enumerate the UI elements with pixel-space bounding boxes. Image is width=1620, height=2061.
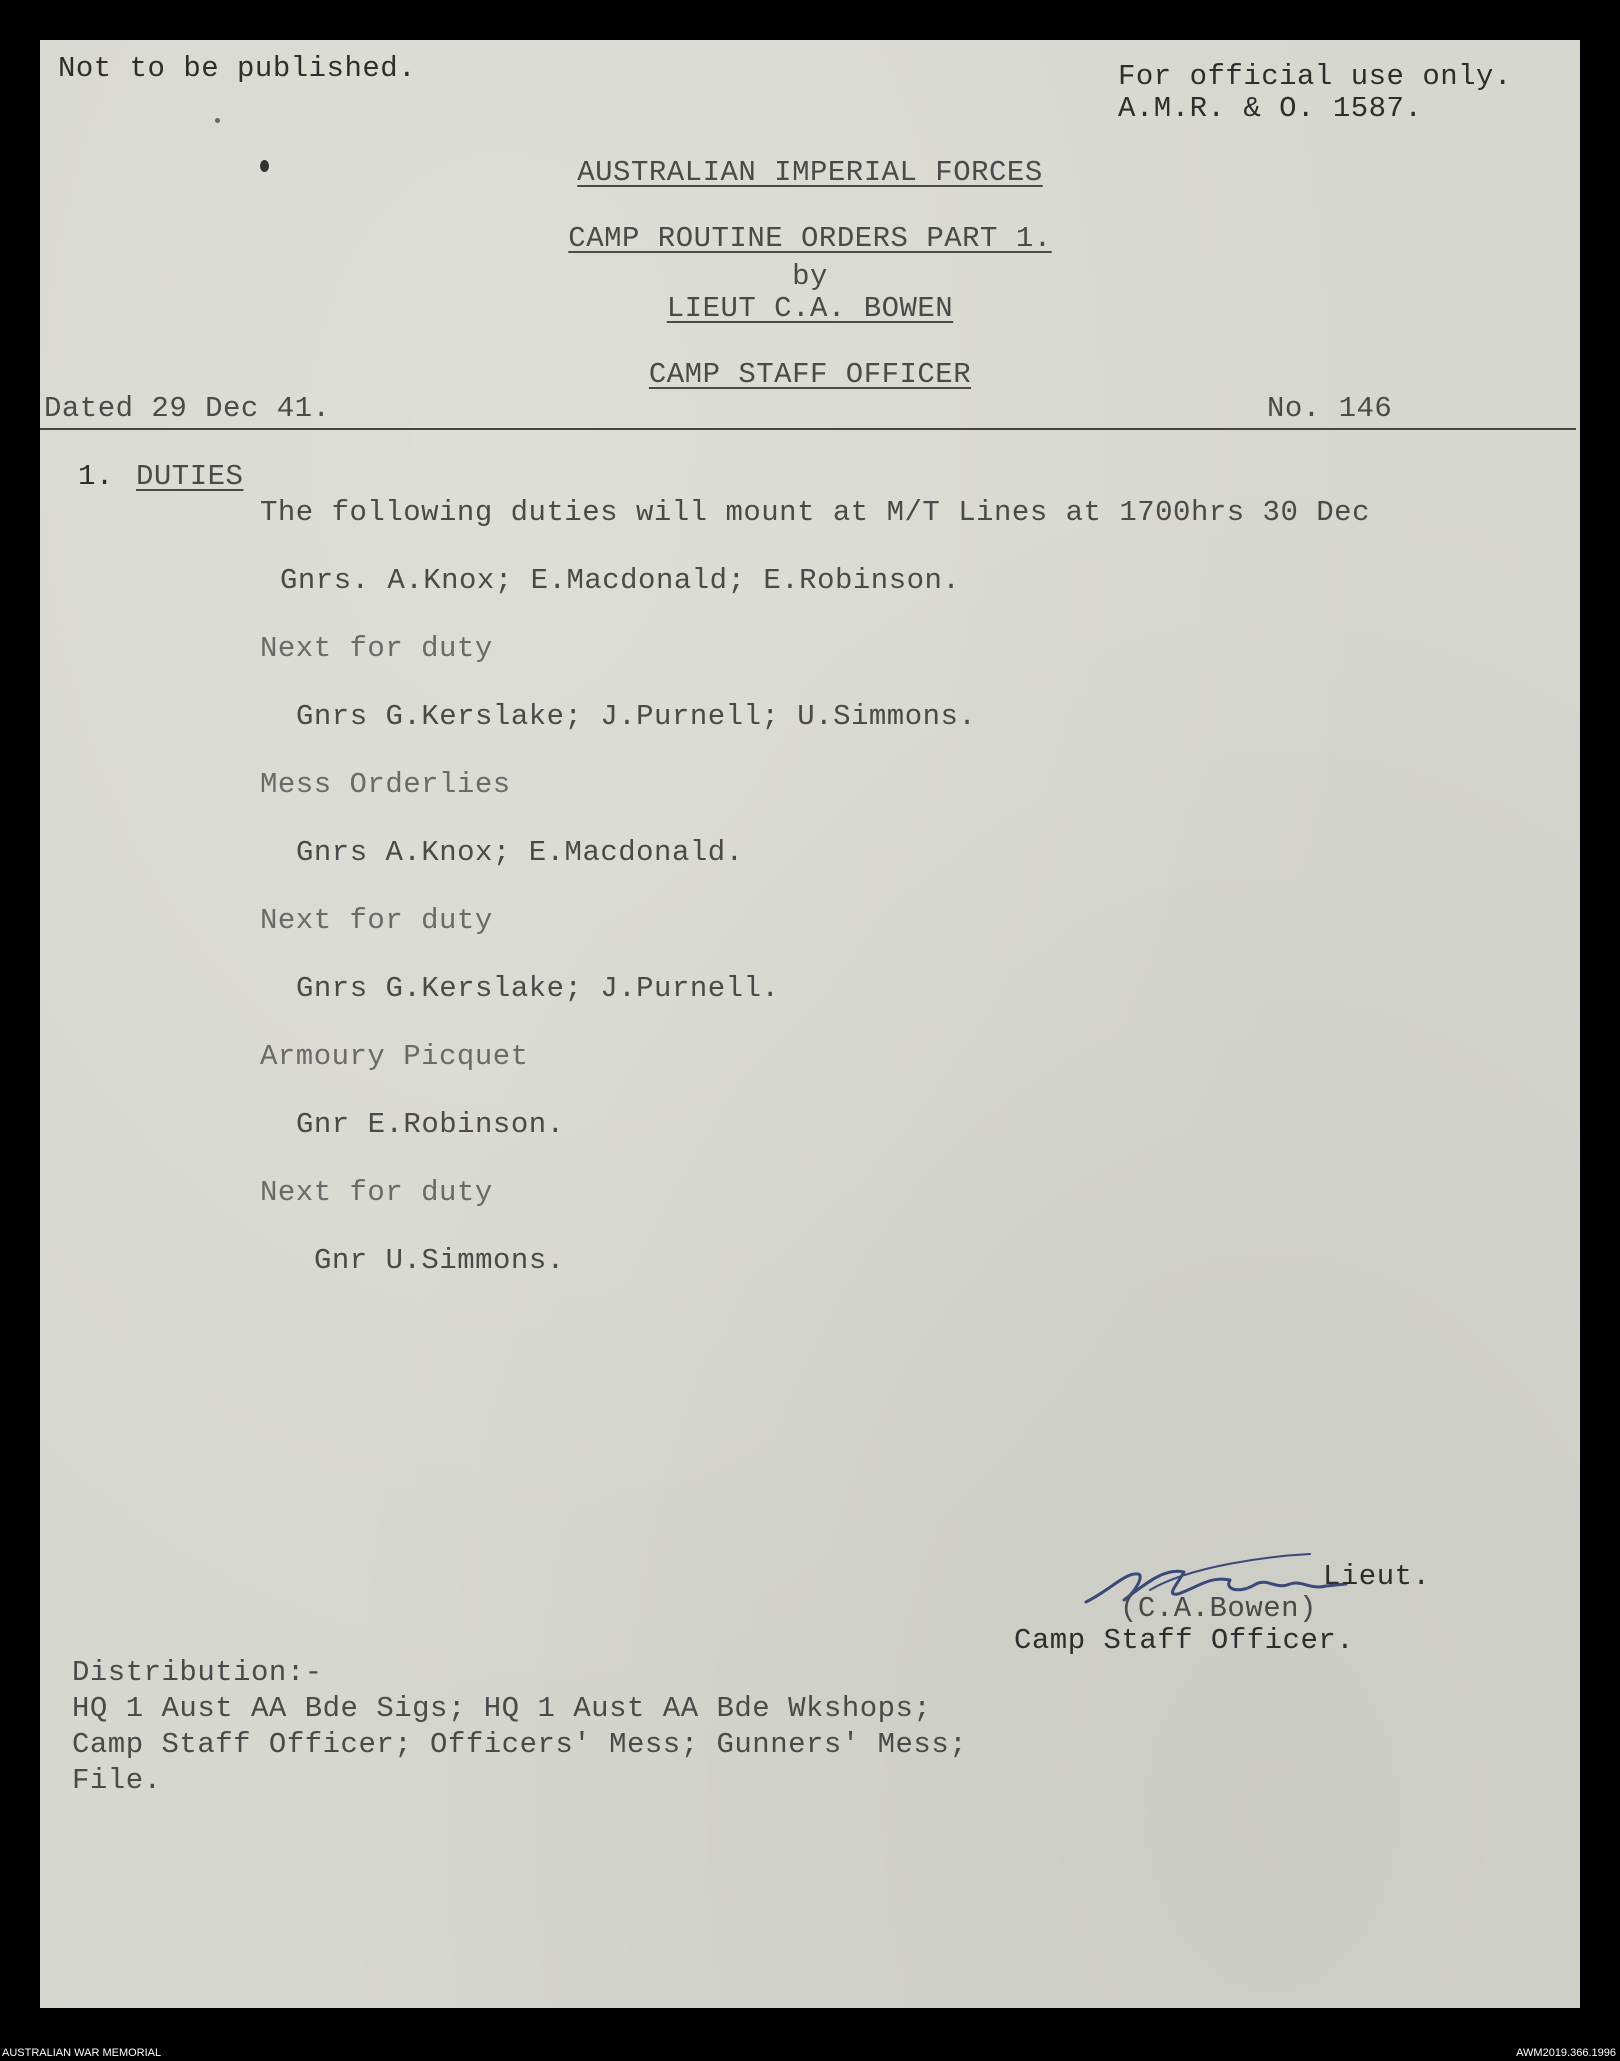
distribution-line: Camp Staff Officer; Officers' Mess; Gunners' Mess; <box>72 1728 968 1761</box>
duty-line: Next for duty <box>260 1176 493 1209</box>
section-heading: DUTIES <box>136 460 244 493</box>
ink-speck <box>215 118 220 123</box>
title-line-1: AUSTRALIAN IMPERIAL FORCES <box>577 156 1043 189</box>
duty-line: Gnrs G.Kerslake; J.Purnell. <box>296 972 780 1005</box>
dated-line: Dated 29 Dec 41. <box>44 392 331 425</box>
order-number: No. 146 <box>1267 392 1393 425</box>
title-line-2: CAMP ROUTINE ORDERS PART 1. <box>568 222 1052 255</box>
not-to-be-published: Not to be published. <box>58 52 417 85</box>
section-number: 1. <box>78 460 114 493</box>
header-rule <box>40 428 1576 430</box>
distribution-line: File. <box>72 1764 162 1797</box>
duty-line: Gnrs A.Knox; E.Macdonald. <box>296 836 744 869</box>
title-line-4: LIEUT C.A. BOWEN <box>666 292 954 325</box>
duty-line: Gnr U.Simmons. <box>314 1244 565 1277</box>
duty-line: Gnrs. A.Knox; E.Macdonald; E.Robinson. <box>280 564 961 597</box>
signatory-name: (C.A.Bowen) <box>1120 1592 1317 1625</box>
distribution-heading: Distribution:- <box>72 1656 323 1689</box>
signatory-rank: Lieut. <box>1323 1560 1431 1593</box>
duty-line: Next for duty <box>260 904 493 937</box>
duty-line: Next for duty <box>260 632 493 665</box>
title-line-3: by <box>792 260 828 293</box>
document-page <box>40 40 1580 2008</box>
archive-caption: AUSTRALIAN WAR MEMORIAL <box>2 2047 162 2059</box>
duty-line: Gnrs G.Kerslake; J.Purnell; U.Simmons. <box>296 700 977 733</box>
archive-reference: AWM2019.366.1996 <box>1516 2047 1616 2059</box>
duty-line: Armoury Picquet <box>260 1040 529 1073</box>
duties-intro: The following duties will mount at M/T Lines at 1700hrs 30 Dec <box>260 496 1370 529</box>
signatory-title: Camp Staff Officer. <box>1014 1624 1355 1657</box>
amr-reference: A.M.R. & O. 1587. <box>1118 92 1423 125</box>
duty-line: Mess Orderlies <box>260 768 511 801</box>
title-line-5: CAMP STAFF OFFICER <box>648 358 972 391</box>
distribution-line: HQ 1 Aust AA Bde Sigs; HQ 1 Aust AA Bde Wkshops; <box>72 1692 932 1725</box>
duty-line: Gnr E.Robinson. <box>296 1108 565 1141</box>
official-use-only: For official use only. <box>1118 60 1512 93</box>
